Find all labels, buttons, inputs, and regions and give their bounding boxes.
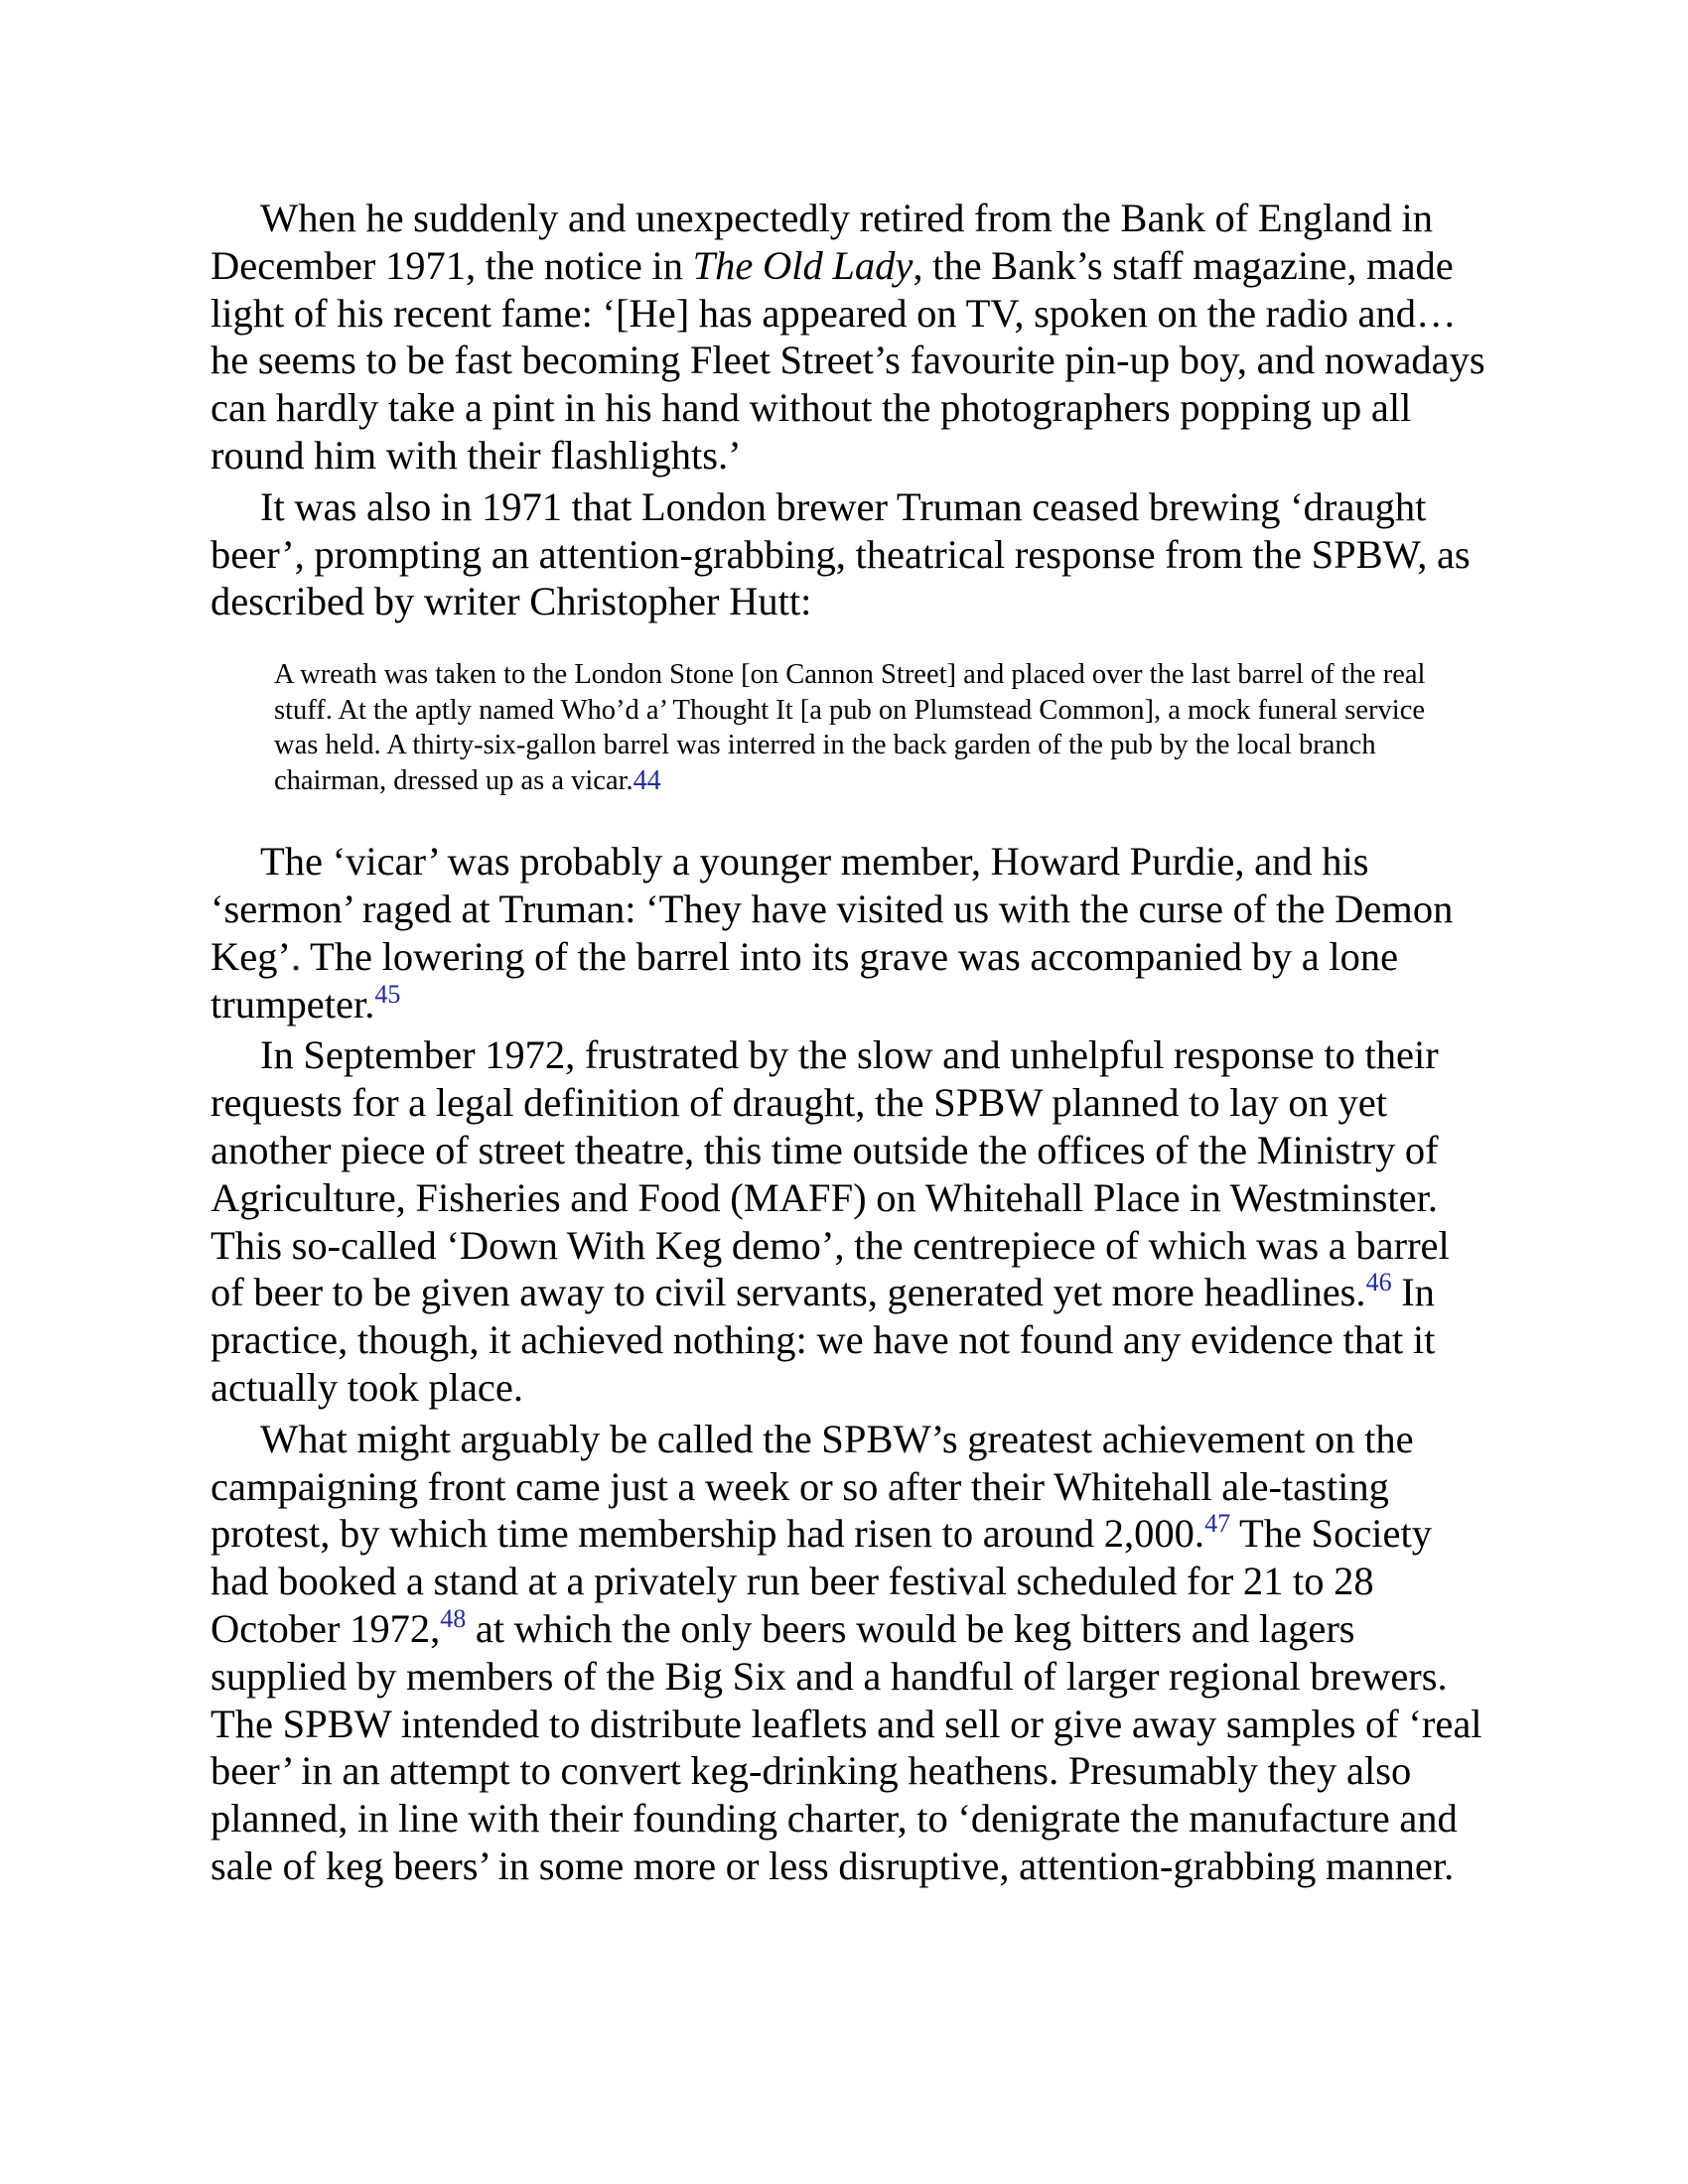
paragraph-greatest-achievement [211,1416,1491,1890]
footnote-link-47[interactable]: 47 [1204,1509,1231,1539]
paragraph-truman [211,483,1491,625]
text-segment: , the Bank’s staff magazine, made light of his recent fame: ‘[He] has appeared on TV, spoken on the radio and…he seems to be fast becoming Fleet Street’s favourite pin-up boy, and nowadays can hardly take a pint in his hand without the photographers popping up all round him with their flashlights.’ [211,242,1485,478]
block-quote [274,657,1446,798]
footnote-link-44[interactable]: 44 [633,764,661,796]
text-segment: The ‘vicar’ was probably a younger member, Howard Purdie, and his ‘sermon’ raged at Truman: ‘They have visited us with the curse of the Demon Keg’. The lowering of the barrel into its grave was accompanied by a lone trumpeter. [211,839,1454,1026]
text-segment: In practice, though, it achieved nothing: we have not found any evidence that it actually took place. [211,1270,1436,1410]
paragraph-vicar [211,838,1491,1027]
footnote-link-48[interactable]: 48 [440,1603,467,1633]
text-segment: It was also in 1971 that London brewer Truman ceased brewing ‘draught beer’, prompting an attention-grabbing, theatrical response from the SPBW, as described by writer Christopher Hutt: [211,483,1471,624]
text-segment: What might arguably be called the SPBW’s greatest achievement on the campaigning front came just a week or so after their Whitehall ale-tasting protest, by which time membership had risen to around 2,000. [211,1416,1414,1557]
quote-text: A wreath was taken to the London Stone [on Cannon Street] and placed over the last barrel of the real stuff. At the aptly named Who’d a’ Thought It [a pub on Plumstead Common], a mock funeral service was held. A thirty-six-gallon barrel was interred in the back garden of the pub by the local branch chairman, dressed up as a vicar. [274,659,1426,796]
paragraph-september-1972 [211,1031,1491,1411]
footnote-link-45[interactable]: 45 [374,979,401,1009]
magazine-title: The Old Lady [692,242,914,288]
text-segment: When he suddenly and unexpectedly retired from the Bank of England in December 1971, the notice in [211,196,1434,288]
paragraph-bank-retirement [211,195,1491,479]
text-segment: The Society had booked a stand at a privately run beer festival scheduled for 21 to 28 October 1972, [211,1511,1433,1651]
text-segment: at which the only beers would be keg bitters and lagers supplied by members of the Big Six and a handful of larger regional brewers. The SPBW intended to distribute leaflets and sell or give away samples of ‘real beer’ in an attempt to convert keg-drinking heathens. Presumably they also planned, in line with their founding charter, to ‘denigrate the manufacture and sale of keg beers’ in some more or less disruptive, attention-grabbing manner. [211,1605,1482,1888]
text-segment: In September 1972, frustrated by the slow and unhelpful response to their requests for a legal definition of draught, the SPBW planned to lay on yet another piece of street theatre, this time outside the offices of the Ministry of Agriculture, Fisheries and Food (MAFF) on Whitehall Place in Westminster. This so-called ‘Down With Keg demo’, the centrepiece of which was a barrel of beer to be given away to civil servants, generated yet more headlines. [211,1032,1450,1315]
footnote-link-46[interactable]: 46 [1365,1268,1392,1297]
document-page [211,195,1491,1894]
